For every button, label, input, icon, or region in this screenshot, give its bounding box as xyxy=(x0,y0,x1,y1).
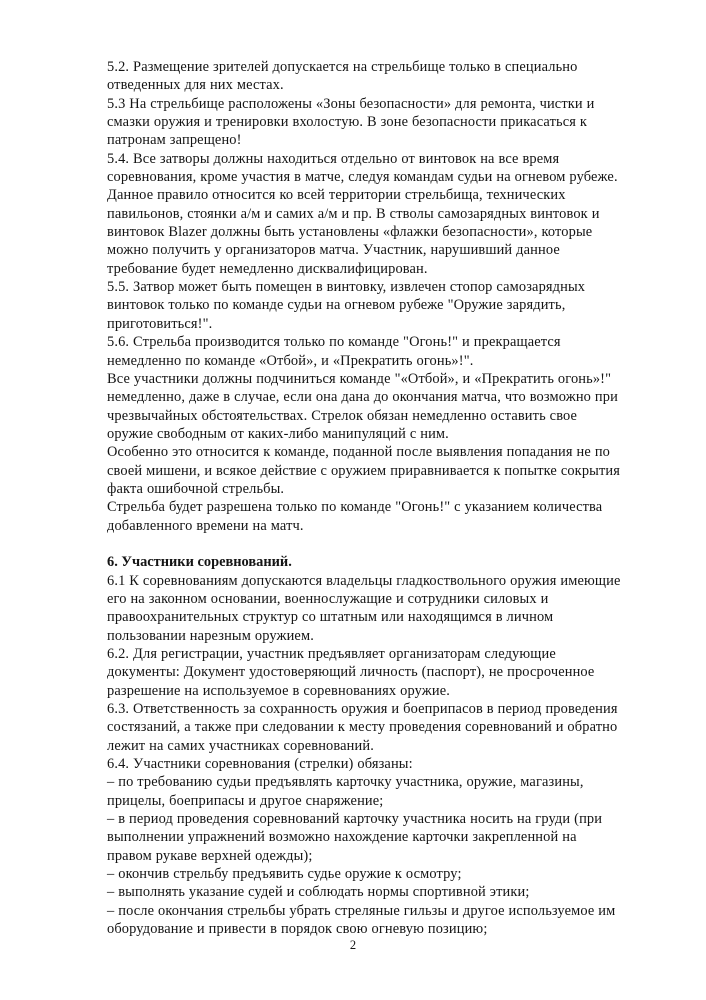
paragraph: Все участники должны подчиниться команде "«Отбой», и «Прекратить огонь»!" немедленно, даже в случае, если она дана до окончания матча, что возможно при чрезвычайных обстоятельствах. Стрелок обязан немедленно оставить свое оружие свободным от каких-либо манипуляций с ним. xyxy=(107,370,618,442)
paragraph: 6.2. Для регистрации, участник предъявляет организаторам следующие документы: Документ удостоверяющий личность (паспорт), не просроченное разрешение на используемое в соревнованиях оружие. xyxy=(107,646,595,699)
paragraph: Особенно это относится к команде, поданной после выявления попадания не по своей мишени, и всякое действие с оружием приравнивается к попытке сокрытия факта ошибочной стрельбы. xyxy=(107,444,621,497)
paragraph: 5.4. Все затворы должны находиться отдельно от винтовок на все время соревнования, кроме участия в матче, следуя командам судьи на огневом рубеже. Данное правило относится ко всей территории стрельбища, технических павильонов, стоянки а/м и самих а/м и пр. В стволы самозарядных винтовок и винтовок Blazer должны быть установлены «флажки безопасности», которые можно получить у организаторов матча. Участник, нарушивший данное требование будет немедленно дисквалифицирован. xyxy=(107,150,618,277)
paragraph: – по требованию судьи предъявлять карточку участника, оружие, магазины, прицелы, боеприпасы и другое снаряжение; xyxy=(107,774,584,809)
paragraph: Стрельба будет разрешена только по команде "Огонь!" с указанием количества добавленного времени на матч. xyxy=(107,499,603,534)
paragraph: – после окончания стрельбы убрать стреляные гильзы и другое используемое им оборудование и привести в порядок свою огневую позицию; xyxy=(107,902,616,938)
paragraph: 5.6. Стрельба производится только по команде "Огонь!" и прекращается немедленно по команде «Отбой», и «Прекратить огонь»!". xyxy=(107,334,561,369)
section-heading: 6. Участники соревнований. xyxy=(107,554,292,571)
paragraph: 5.5. Затвор может быть помещен в винтовку, извлечен стопор самозарядных винтовок только по команде судьи на огневом рубеже "Оружие зарядить, приготовиться!". xyxy=(107,279,586,332)
paragraph: 5.3 На стрельбище расположены «Зоны безопасности» для ремонта, чистки и смазки оружия и тренировки вхолостую. В зоне безопасности прикасаться к патронам запрещено! xyxy=(107,95,595,149)
page-number: 2 xyxy=(349,938,357,952)
paragraph: 6.4. Участники соревнования (стрелки) обязаны: xyxy=(107,756,413,773)
paragraph: – окончив стрельбу предъявить судье оружие к осмотру; xyxy=(107,866,462,883)
paragraph: – выполнять указание судей и соблюдать нормы спортивной этики; xyxy=(107,884,530,901)
paragraph: 6.3. Ответственность за сохранность оружия и боеприпасов в период проведения состязаний, а также при следовании к месту проведения соревнований и обратно лежит на самих участниках соревнований. xyxy=(107,701,618,754)
paragraph-spacer xyxy=(107,535,625,553)
paragraph: – в период проведения соревнований карточку участника носить на груди (при выполнении упражнений возможно нахождение карточки закрепленной на правом рукаве верхней одежды); xyxy=(107,811,603,864)
document-body xyxy=(107,58,625,939)
paragraph: 5.2. Размещение зрителей допускается на стрельбище только в специально отведенных для них местах. xyxy=(107,59,578,94)
paragraph: 6.1 К соревнованиям допускаются владельцы гладкоствольного оружия имеющие его на законном основании, военнослужащие и сотрудники силовых и правоохранительных структур со штатным или находящимся в личном пользовании нарезным оружием. xyxy=(107,572,621,644)
